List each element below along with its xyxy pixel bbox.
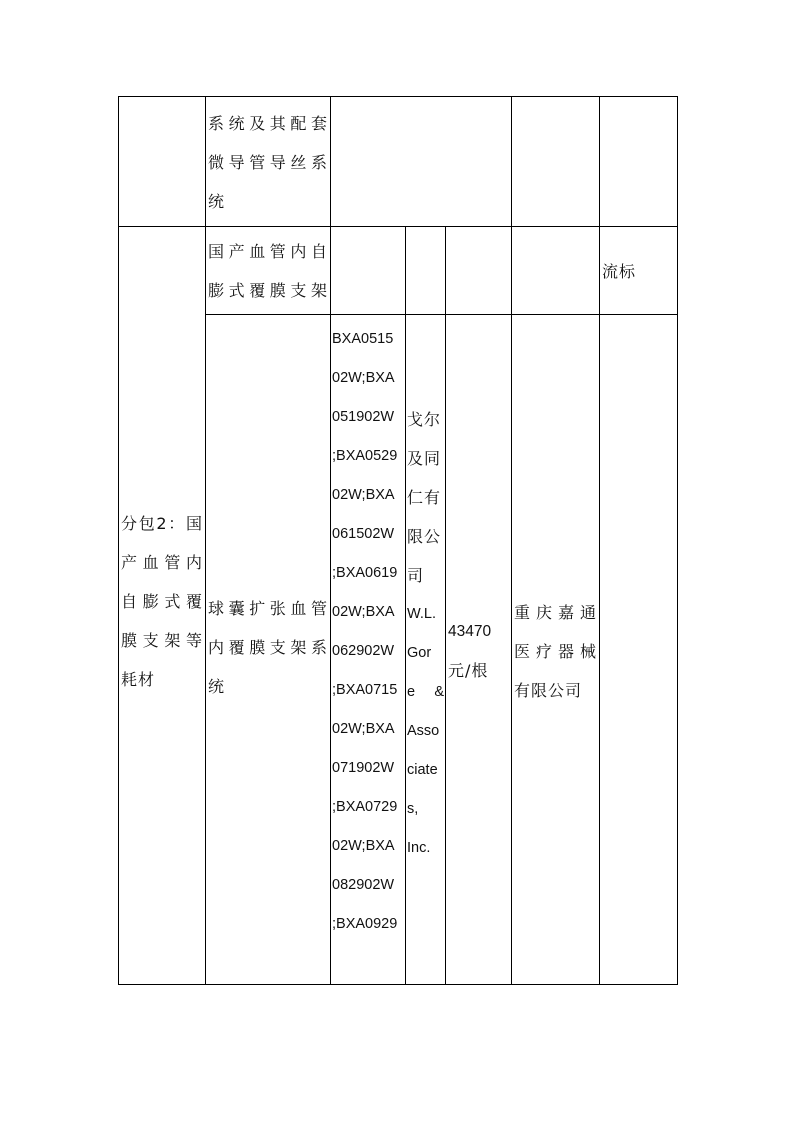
price-line-1: 43470 <box>448 623 492 640</box>
model-line-2: 02W;BXA <box>332 370 395 386</box>
table-border-right <box>677 96 678 985</box>
row-3-package-line-1: 分包2：国 <box>121 514 203 533</box>
column-divider-4 <box>445 226 446 985</box>
model-line-10: ;BXA0715 <box>332 682 398 698</box>
manufacturer-line-1: 戈尔 <box>407 410 442 429</box>
row-2-item-line-1: 国产血管内自 <box>208 242 328 261</box>
row-1-item-line-2: 微导管导丝系 <box>208 153 328 172</box>
manufacturer-line-7: Gor <box>407 645 432 661</box>
manufacturer-line-10: ciate <box>407 762 438 778</box>
manufacturer-line-3: 仁有 <box>407 488 442 507</box>
row-3-item-line-2: 内覆膜支架系 <box>208 638 328 657</box>
row-3-package-line-3: 自膨式覆 <box>121 592 203 611</box>
supplier-line-2: 医疗器械 <box>514 642 597 661</box>
row-3-package-line-2: 产血管内 <box>121 553 203 572</box>
table-border-left <box>118 96 119 985</box>
row-2-remark: 流标 <box>602 262 637 281</box>
row-divider-1 <box>118 226 678 227</box>
model-line-9: 062902W <box>332 643 395 659</box>
model-line-3: 051902W <box>332 409 395 425</box>
manufacturer-line-2: 及同 <box>407 449 442 468</box>
model-line-15: 082902W <box>332 877 395 893</box>
model-line-6: 061502W <box>332 526 395 542</box>
model-line-16: ;BXA0929 <box>332 916 398 932</box>
row-3-item-line-1: 球囊扩张血管 <box>208 599 328 618</box>
price-line-2: 元/根 <box>448 661 489 680</box>
row-2-item-cell <box>208 232 328 310</box>
manufacturer-line-8: e & <box>407 684 444 700</box>
row-3-model-cell <box>332 320 404 944</box>
row-3-package-line-4: 膜支架等 <box>121 631 203 650</box>
manufacturer-line-5: 司 <box>407 566 425 585</box>
manufacturer-line-12: Inc. <box>407 840 431 856</box>
row-2-item-line-2: 膨式覆膜支架 <box>208 281 328 300</box>
table-border-top <box>118 96 678 97</box>
row-3-manufacturer-cell <box>407 400 444 868</box>
column-divider-3 <box>405 226 406 985</box>
supplier-line-3: 有限公司 <box>514 681 583 700</box>
column-divider-5 <box>511 96 512 985</box>
model-line-5: 02W;BXA <box>332 487 395 503</box>
row-1-item-line-1: 系统及其配套 <box>208 114 328 133</box>
row-3-price-cell <box>448 612 510 690</box>
column-divider-1 <box>205 96 206 985</box>
model-line-14: 02W;BXA <box>332 838 395 854</box>
model-line-4: ;BXA0529 <box>332 448 398 464</box>
row-3-package-cell <box>121 504 203 699</box>
table-border-bottom <box>118 984 678 985</box>
model-line-7: ;BXA0619 <box>332 565 398 581</box>
row-3-package-line-5: 耗材 <box>121 670 156 689</box>
model-line-13: ;BXA0729 <box>332 799 398 815</box>
row-2-remark-cell <box>602 252 674 291</box>
manufacturer-line-6: W.L. <box>407 606 437 622</box>
model-line-11: 02W;BXA <box>332 721 395 737</box>
row-1-item-cell <box>208 104 328 221</box>
column-divider-2 <box>330 96 331 985</box>
row-3-supplier-cell <box>514 593 597 710</box>
row-1-item-line-3: 统 <box>208 192 226 211</box>
model-line-1: BXA0515 <box>332 331 394 347</box>
row-3-item-line-3: 统 <box>208 677 226 696</box>
model-line-8: 02W;BXA <box>332 604 395 620</box>
manufacturer-line-11: s, <box>407 801 419 817</box>
row-3-item-cell <box>208 589 328 706</box>
manufacturer-line-9: Asso <box>407 723 440 739</box>
manufacturer-line-4: 限公 <box>407 527 442 546</box>
column-divider-6 <box>599 96 600 985</box>
supplier-line-1: 重庆嘉通 <box>514 603 597 622</box>
row-divider-2 <box>205 314 678 315</box>
model-line-12: 071902W <box>332 760 395 776</box>
